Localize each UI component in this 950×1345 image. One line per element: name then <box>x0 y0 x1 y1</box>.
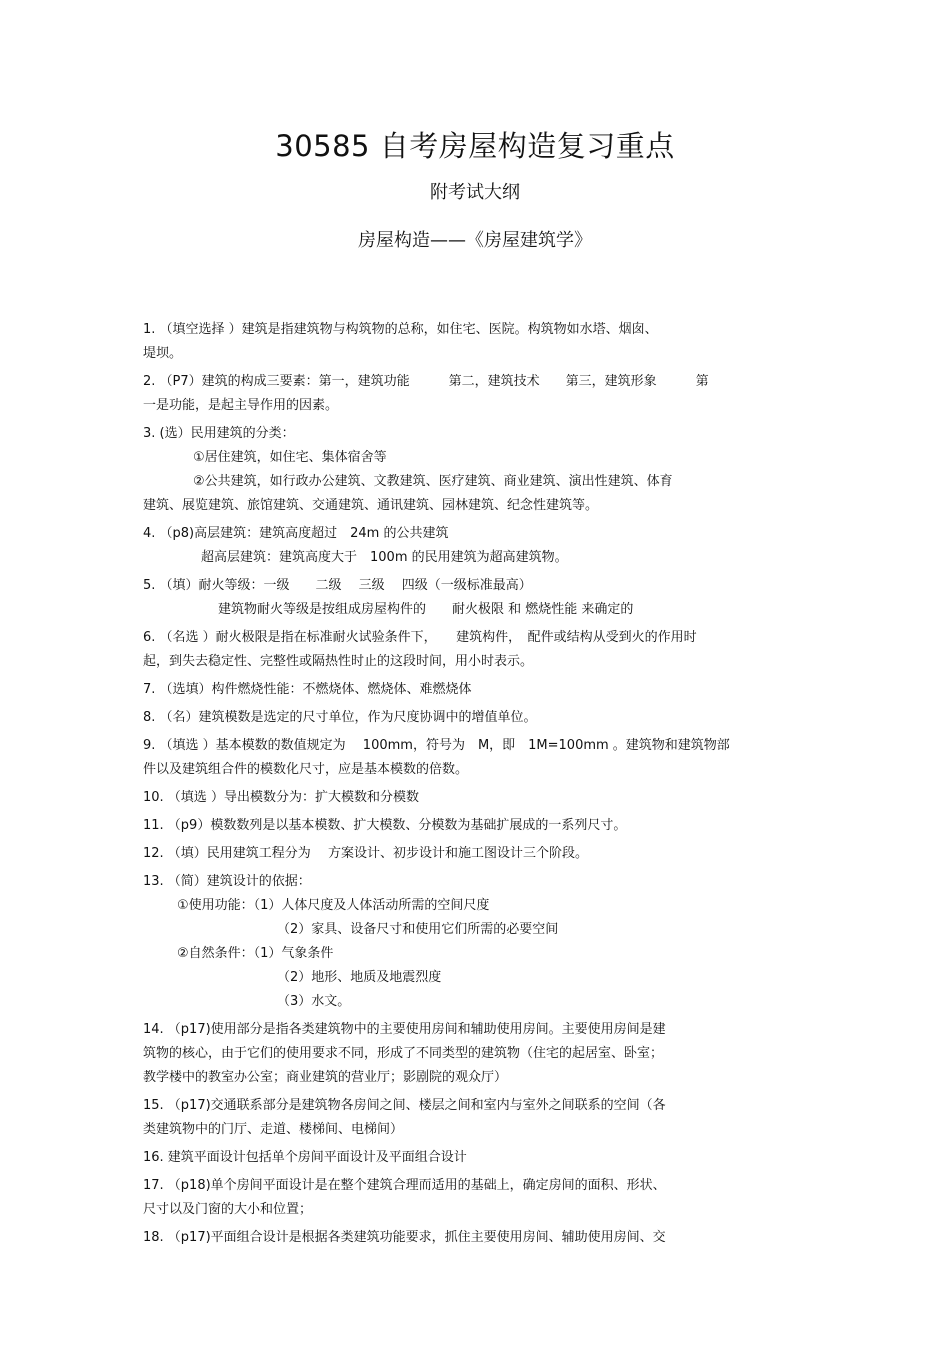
note-line: 11. （p9）模数数列是以基本模数、扩大模数、分模数为基础扩展成的一系列尺寸。 <box>143 818 627 833</box>
note-item <box>143 1018 811 1090</box>
note-item <box>143 370 811 418</box>
note-line: 起，到失去稳定性、完整性或隔热性时止的这段时间，用小时表示。 <box>143 654 534 669</box>
note-line: 12. （填）民用建筑工程分为 方案设计、初步设计和施工图设计三个阶段。 <box>143 846 588 861</box>
note-item <box>143 1226 811 1250</box>
note-line: 超高层建筑：建筑高度大于 100m 的民用建筑为超高建筑物。 <box>201 550 568 565</box>
note-line: ①使用功能：（1）人体尺度及人体活动所需的空间尺度 <box>177 898 490 913</box>
note-item <box>143 734 811 782</box>
note-line: 教学楼中的教室办公室；商业建筑的营业厅；影剧院的观众厅） <box>143 1070 508 1085</box>
note-item <box>143 1146 811 1170</box>
note-line: 6. （名选 ）耐火极限是指在标准耐火试验条件下， 建筑构件， 配件或结构从受到火的作用时 <box>143 630 697 645</box>
note-line: ②公共建筑，如行政办公建筑、文教建筑、医疗建筑、商业建筑、演出性建筑、体育 <box>193 474 673 489</box>
note-line: ②自然条件：（1）气象条件 <box>177 946 334 961</box>
note-line: （2）地形、地质及地震烈度 <box>277 970 442 985</box>
note-item <box>143 786 811 810</box>
note-line: 类建筑物中的门厅、走道、楼梯间、电梯间） <box>143 1122 404 1137</box>
note-line: ①居住建筑，如住宅、集体宿舍等 <box>193 450 387 465</box>
note-line: 件以及建筑组合件的模数化尺寸，应是基本模数的倍数。 <box>143 762 469 777</box>
document-subtitle: 附考试大纲 <box>430 182 520 203</box>
note-line: 17. （p18)单个房间平面设计是在整个建筑合理而适用的基础上，确定房间的面积、形状、 <box>143 1178 666 1193</box>
note-item <box>143 706 811 730</box>
note-line: 3. (选）民用建筑的分类： <box>143 426 295 441</box>
note-item <box>143 522 811 570</box>
note-line: 10. （填选 ）导出模数分为：扩大模数和分模数 <box>143 790 419 805</box>
note-line: 建筑物耐火等级是按组成房屋构件的 耐火极限 和 燃烧性能 来确定的 <box>218 602 634 617</box>
note-item <box>143 574 811 622</box>
note-item <box>143 678 811 702</box>
note-line: 18. （p17)平面组合设计是根据各类建筑功能要求，抓住主要使用房间、辅助使用房间、交 <box>143 1230 666 1245</box>
note-line: 筑物的核心，由于它们的使用要求不同，形成了不同类型的建筑物（住宅的起居室、卧室； <box>143 1046 664 1061</box>
note-line: 14. （p17)使用部分是指各类建筑物中的主要使用房间和辅助使用房间。主要使用房间是建 <box>143 1022 666 1037</box>
note-line: 13. （简）建筑设计的依据： <box>143 874 311 889</box>
note-line: 16. 建筑平面设计包括单个房间平面设计及平面组合设计 <box>143 1150 467 1165</box>
note-item <box>143 318 811 366</box>
note-item <box>143 1174 811 1222</box>
note-line: 堤坝。 <box>143 346 183 361</box>
note-item <box>143 422 811 518</box>
note-line: （3）水文。 <box>277 994 351 1009</box>
note-line: 5. （填）耐火等级：一级 二级 三级 四级（一级标准最高） <box>143 578 532 593</box>
note-item <box>143 870 811 1014</box>
note-item <box>143 842 811 866</box>
note-line: 7. （选填）构件燃烧性能：不燃烧体、燃烧体、难燃烧体 <box>143 682 472 697</box>
note-item <box>143 626 811 674</box>
study-notes <box>143 318 811 1254</box>
note-line: 8. （名）建筑模数是选定的尺寸单位，作为尺度协调中的增值单位。 <box>143 710 537 725</box>
note-line: 1. （填空选择 ）建筑是指建筑物与构筑物的总称，如住宅、医院。构筑物如水塔、烟囱、 <box>143 322 658 337</box>
note-line: 9. （填选 ）基本模数的数值规定为 100mm，符号为 M，即 1M=100mm 。建筑物和建筑物部 <box>143 738 730 753</box>
document-title: 30585 自考房屋构造复习重点 <box>275 129 675 163</box>
note-line: 4. （p8)高层建筑：建筑高度超过 24m 的公共建筑 <box>143 526 449 541</box>
note-line: 尺寸以及门窗的大小和位置； <box>143 1202 313 1217</box>
note-line: 建筑、展览建筑、旅馆建筑、交通建筑、通讯建筑、园林建筑、纪念性建筑等。 <box>143 498 599 513</box>
section-title: 房屋构造——《房屋建筑学》 <box>358 230 592 251</box>
note-line: 2. （P7）建筑的构成三要素：第一，建筑功能 第二，建筑技术 第三，建筑形象 第 <box>143 374 709 389</box>
note-line: （2）家具、设备尺寸和使用它们所需的必要空间 <box>277 922 559 937</box>
note-line: 15. （p17)交通联系部分是建筑物各房间之间、楼层之间和室内与室外之间联系的空间（各 <box>143 1098 666 1113</box>
note-item <box>143 1094 811 1142</box>
note-line: 一是功能，是起主导作用的因素。 <box>143 398 339 413</box>
note-item <box>143 814 811 838</box>
